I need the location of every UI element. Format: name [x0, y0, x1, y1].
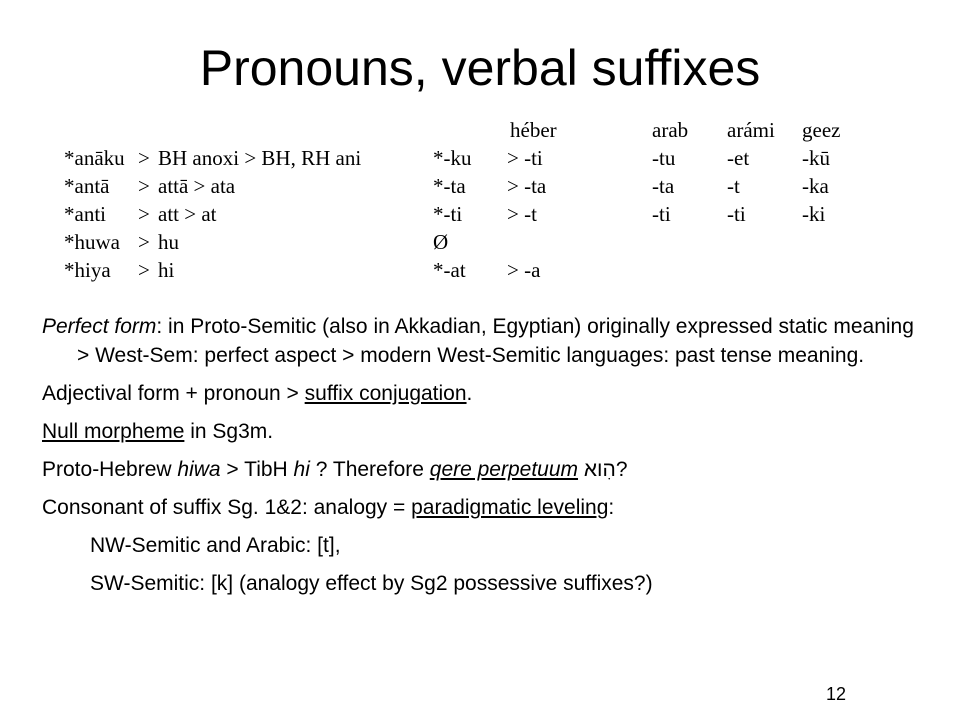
suffix-hebrew: > -ta — [507, 174, 547, 198]
pronoun-reflex: attā > ata — [158, 174, 236, 198]
pronoun-arrow: > — [138, 258, 150, 282]
text: : in Proto-Semitic (also in Akkadian, Egyptian) originally expressed static meaning > West-Sem: perfect aspect > modern West-Semitic languages: past tense meaning. — [77, 315, 914, 367]
slide-title: Pronouns, verbal suffixes — [199, 40, 761, 96]
term-hi: hi — [293, 458, 310, 481]
term-hiwa: hiwa — [177, 458, 221, 481]
suffix-aramaic: -et — [727, 146, 750, 170]
header-geez: geez — [802, 118, 841, 142]
text: > TibH — [220, 458, 294, 481]
text: ? Therefore — [309, 458, 430, 481]
pronoun-reflex: BH anoxi > BH, RH ani — [158, 146, 362, 170]
hebrew-word: הִוא? — [578, 458, 628, 481]
suffix-aramaic: -ti — [727, 202, 746, 226]
pronoun-proto: *anti — [64, 202, 106, 226]
text: : — [608, 496, 615, 519]
header-hebrew: héber — [510, 118, 557, 142]
paragraph-perfect-form — [42, 312, 922, 370]
paragraph-sw-semitic: SW-Semitic: [k] (analogy effect by Sg2 possessive suffixes?) — [90, 572, 653, 595]
pronoun-arrow: > — [138, 174, 150, 198]
suffix-geez: -kū — [802, 146, 830, 170]
text: Proto-Hebrew — [42, 458, 178, 481]
paragraph-nw-semitic: NW-Semitic and Arabic: [t], — [90, 534, 341, 557]
text: Adjectival form + pronoun > — [42, 382, 305, 405]
header-arabic: arab — [652, 118, 689, 142]
term-qere-perpetuum: qere perpetuum — [429, 458, 579, 481]
suffix-arabic: -ti — [652, 202, 671, 226]
slide-body — [42, 312, 922, 598]
term-perfect-form: Perfect form — [42, 315, 157, 338]
page-number: 12 — [826, 684, 847, 704]
pronoun-arrow: > — [138, 230, 150, 254]
suffix-proto: *-ti — [433, 202, 463, 226]
pronoun-reflex: hi — [158, 258, 175, 282]
suffix-hebrew: > -a — [507, 258, 541, 282]
suffix-hebrew: > -ti — [507, 146, 543, 170]
pronoun-reflex: att > at — [158, 202, 217, 226]
suffix-arabic: -ta — [652, 174, 675, 198]
suffix-geez: -ka — [802, 174, 829, 198]
suffix-proto: *-at — [433, 258, 466, 282]
text: Consonant of suffix Sg. 1&2: analogy = — [42, 496, 412, 519]
paragraph-suffix-conjugation — [42, 379, 922, 408]
suffix-proto: Ø — [433, 230, 449, 254]
term-suffix-conjugation: suffix conjugation — [304, 382, 467, 405]
term-null-morpheme: Null morpheme — [42, 420, 185, 443]
suffix-aramaic: -t — [727, 174, 740, 198]
pronoun-proto: *antā — [64, 174, 110, 198]
suffix-arabic: -tu — [652, 146, 676, 170]
paragraph-null-morpheme — [42, 417, 922, 446]
text: in Sg3m. — [184, 420, 274, 443]
pronoun-proto: *hiya — [64, 258, 111, 282]
suffix-geez: -ki — [802, 202, 826, 226]
suffix-proto: *-ta — [433, 174, 466, 198]
paragraph-proto-hebrew — [42, 455, 922, 484]
suffix-proto: *-ku — [433, 146, 472, 170]
term-paradigmatic-leveling: paradigmatic leveling — [411, 496, 609, 519]
suffix-hebrew: > -t — [507, 202, 537, 226]
header-aramaic: arámi — [727, 118, 775, 142]
pronoun-reflex: hu — [158, 230, 179, 254]
pronoun-proto: *huwa — [64, 230, 120, 254]
comparison-table — [0, 0, 960, 300]
text: . — [466, 382, 473, 405]
paragraph-analogy — [42, 493, 922, 522]
pronoun-proto: *anāku — [64, 146, 125, 170]
pronoun-arrow: > — [138, 146, 150, 170]
pronoun-arrow: > — [138, 202, 150, 226]
